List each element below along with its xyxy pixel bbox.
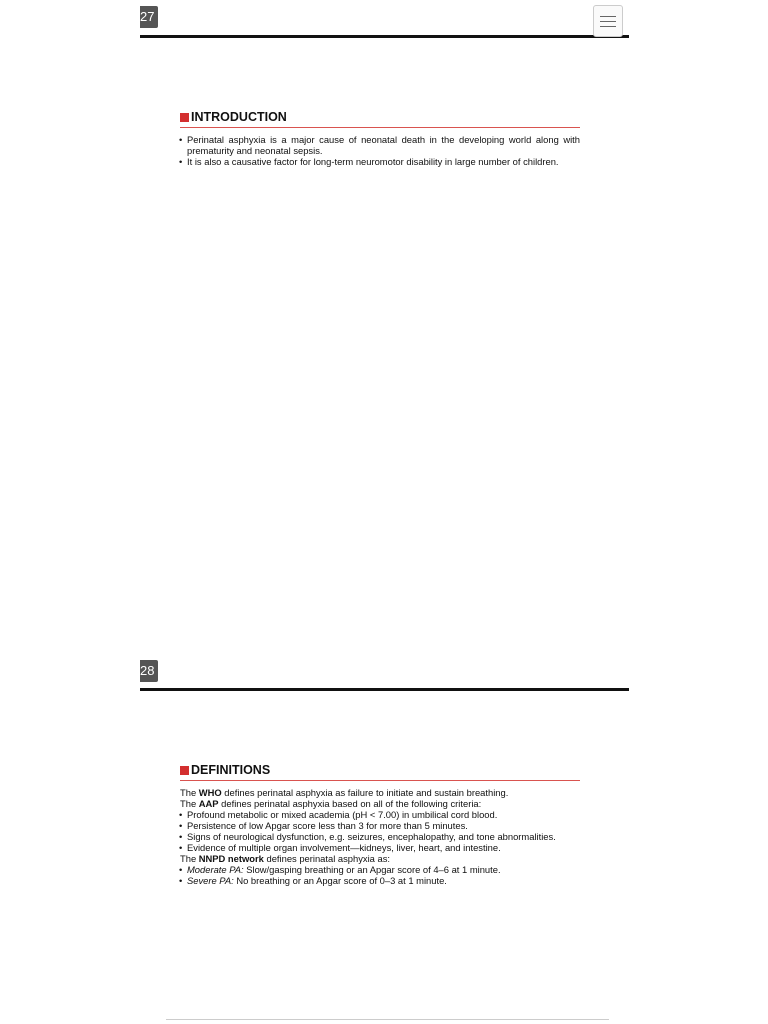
page-content <box>180 110 580 167</box>
list-item <box>180 875 580 886</box>
page-bottom-divider <box>166 1019 609 1020</box>
page-header-rule <box>140 688 629 691</box>
section-heading-definitions <box>180 763 580 781</box>
hamburger-menu-icon <box>600 16 616 17</box>
page-number-badge: 28 <box>140 660 158 682</box>
criteria-text: Slow/gasping breathing or an Apgar score of 4–6 at 1 minute. <box>243 864 501 875</box>
page-content <box>180 763 580 886</box>
list-item: • It is also a causative factor for long-term neuromotor disability in large number of children. <box>180 156 580 167</box>
document-page <box>140 655 629 1015</box>
org-name: WHO <box>198 787 222 798</box>
nnpd-definition <box>180 853 580 864</box>
hamburger-menu-icon-bar <box>600 26 616 27</box>
text-fragment: defines perinatal asphyxia as: <box>263 853 391 864</box>
document-page <box>140 0 629 650</box>
list-item <box>180 864 580 875</box>
list-item: • Perinatal asphyxia is a major cause of neonatal death in the developing world along with prematurity and neonatal sepsis. <box>180 134 580 156</box>
nnpd-criteria-list <box>180 864 580 886</box>
introduction-bullet-list <box>180 134 580 167</box>
list-item: • Persistence of low Apgar score less than 3 for more than 5 minutes. <box>180 820 580 831</box>
org-name: AAP <box>198 798 219 809</box>
page-header-rule <box>140 35 629 38</box>
criteria-term: Moderate PA: <box>187 864 244 875</box>
org-name: NNPD network <box>198 853 264 864</box>
list-item: • Evidence of multiple organ involvement—kidneys, liver, heart, and intestine. <box>180 842 580 853</box>
section-title: INTRODUCTION <box>191 110 287 124</box>
text-fragment: The <box>180 853 199 864</box>
list-item: • Profound metabolic or mixed academia (pH < 7.00) in umbilical cord blood. <box>180 809 580 820</box>
red-square-marker-icon <box>180 113 189 122</box>
section-heading-introduction <box>180 110 580 128</box>
text-fragment: defines perinatal asphyxia based on all of the following criteria: <box>218 798 482 809</box>
aap-definition <box>180 798 580 809</box>
text-fragment: defines perinatal asphyxia as failure to initiate and sustain breathing. <box>221 787 509 798</box>
text-fragment: The <box>180 787 199 798</box>
hamburger-menu-icon-bar <box>600 21 616 22</box>
red-square-marker-icon <box>180 766 189 775</box>
section-title: DEFINITIONS <box>191 763 271 777</box>
page-number-badge: 27 <box>140 6 158 28</box>
who-definition <box>180 787 580 798</box>
aap-criteria-list <box>180 809 580 853</box>
text-fragment: The <box>180 798 199 809</box>
list-item: • Signs of neurological dysfunction, e.g. seizures, encephalopathy, and tone abnormalities. <box>180 831 580 842</box>
criteria-text: No breathing or an Apgar score of 0–3 at 1 minute. <box>233 875 447 886</box>
hamburger-menu-button[interactable] <box>593 5 623 37</box>
criteria-term: Severe PA: <box>187 875 234 886</box>
